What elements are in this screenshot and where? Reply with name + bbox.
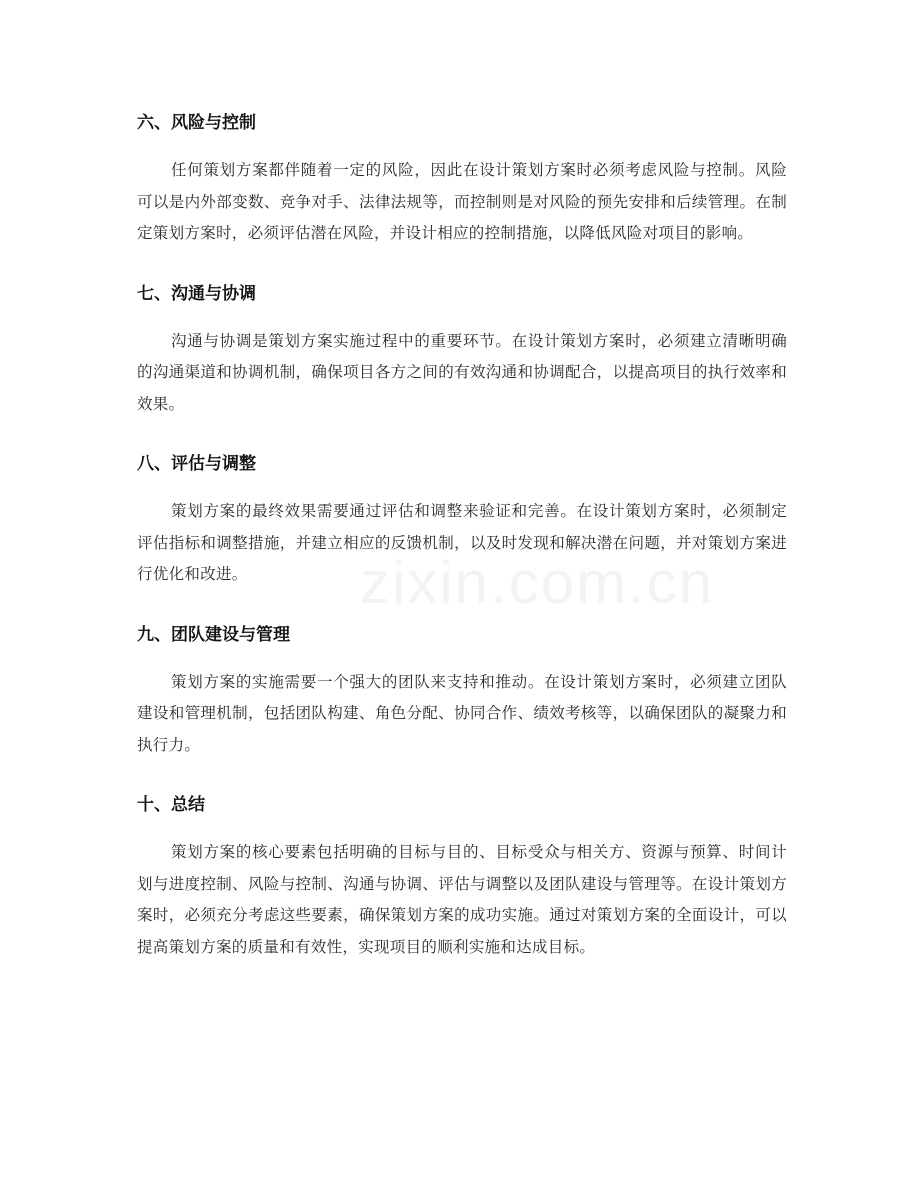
- section-title: 七、沟通与协调: [137, 283, 256, 304]
- section-team: [137, 615, 787, 762]
- section-paragraph: 策划方案的实施需要一个强大的团队来支持和推动。在设计策划方案时，必须建立团队建设和管理机制，包括团队构建、角色分配、协同合作、绩效考核等，以确保团队的凝聚力和执行力。: [137, 672, 787, 754]
- section-title: 十、总结: [137, 795, 205, 815]
- section-communication: [137, 274, 787, 421]
- section-evaluation: [137, 444, 787, 591]
- section-paragraph: 沟通与协调是策划方案实施过程中的重要环节。在设计策划方案时，必须建立清晰明确的沟通渠道和协调机制，确保项目各方之间的有效沟通和协调配合，以提高项目的执行效率和效果。: [137, 331, 787, 413]
- document-content: [137, 103, 787, 987]
- watermark: zixin.com.cn: [360, 549, 715, 616]
- section-paragraph: 策划方案的最终效果需要通过评估和调整来验证和完善。在设计策划方案时，必须制定评估指标和调整措施，并建立相应的反馈机制，以及时发现和解决潜在问题，并对策划方案进行优化和改进。: [137, 502, 787, 583]
- section-paragraph: 任何策划方案都伴随着一定的风险，因此在设计策划方案时必须考虑风险与控制。风险可以是内外部变数、竞争对手、法律法规等，而控制则是对风险的预先安排和后续管理。在制定策划方案时，必须评估潜在风险，并设计相应的控制措施，以降低风险对项目的影响。: [137, 161, 787, 242]
- section-title: 八、评估与调整: [137, 454, 256, 474]
- section-summary: [137, 785, 787, 963]
- section-title: 六、风险与控制: [137, 113, 256, 133]
- section-title: 九、团队建设与管理: [137, 624, 290, 645]
- section-paragraph: 策划方案的核心要素包括明确的目标与目的、目标受众与相关方、资源与预算、时间计划与进度控制、风险与控制、沟通与协调、评估与调整以及团队建设与管理等。在设计策划方案时，必须充分考虑这些要素，确保策划方案的成功实施。通过对策划方案的全面设计，可以提高策划方案的质量和有效性，实现项目的顺利实施和达成目标。: [137, 843, 787, 956]
- section-risk-control: [137, 103, 787, 250]
